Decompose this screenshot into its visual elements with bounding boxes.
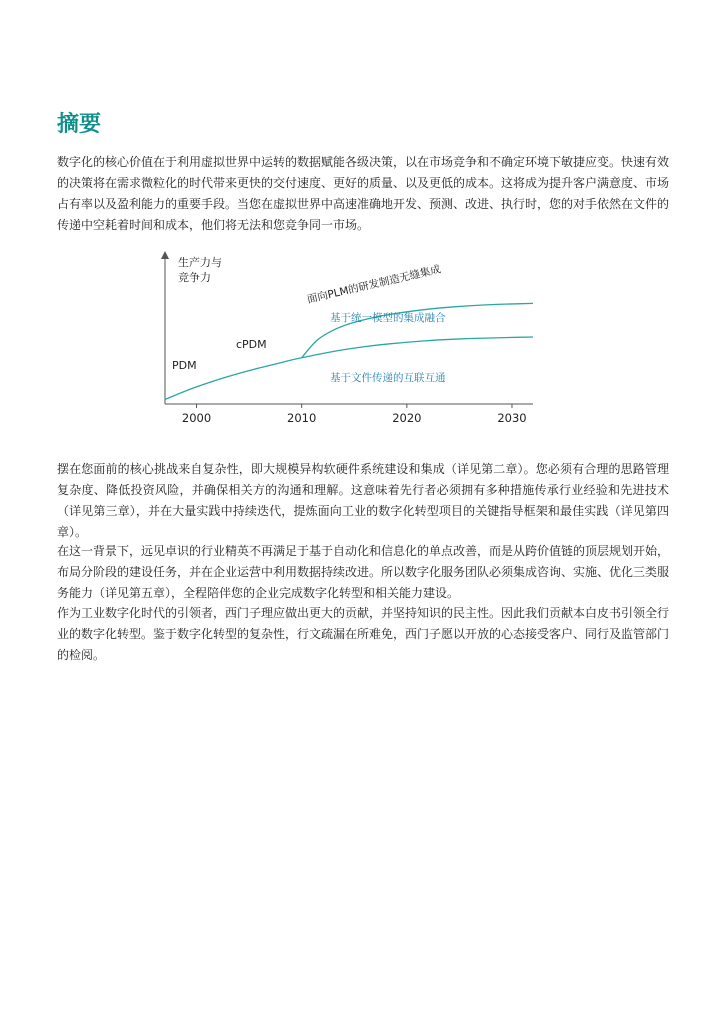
page-title: 摘要 [57, 112, 102, 137]
x-tick-label-2000: 2000 [181, 411, 212, 425]
x-tick-label-2010: 2010 [287, 411, 317, 425]
label-plm-curve: 面向PLM的研发制造无缝集成 [305, 263, 442, 306]
paragraph-2: 摆在您面前的核心挑战来自复杂性，即大规模异构软硬件系统建设和集成（详见第二章）。您必须有合理的思路管理复杂度、降低投资风险，并确保相关方的沟通和理解。这意味着先行者必须拥有多种措施传承行业经验和先进技术（详见第三章），并在大量实践中持续迭代，提炼面向工业的数字化转型项目的关键指导框架和最佳实践（详见第四章）。 [57, 462, 669, 539]
y-axis-label-line1: 生产力与 [178, 256, 222, 269]
label-file-based: 基于文件传递的互联互通 [330, 372, 446, 384]
x-tick-label-2030: 2030 [497, 411, 527, 425]
y-axis-arrow [161, 251, 169, 259]
x-tick-label-2020: 2020 [392, 411, 422, 425]
y-axis-label-line2: 竞争力 [178, 271, 211, 284]
label-unified-model: 基于统一模型的集成融合 [330, 312, 446, 324]
paragraph-4: 作为工业数字化时代的引领者，西门子理应做出更大的贡献，并坚持知识的民主性。因此我们贡献本白皮书引领全行业的数字化转型。鉴于数字化转型的复杂性，行文疏漏在所难免，西门子愿以开放的心态接受客户、同行及监管部门的检阅。 [57, 606, 670, 662]
label-cpdm: cPDM [236, 338, 267, 351]
series-line-cpdm [302, 337, 533, 358]
label-pdm: PDM [172, 359, 197, 372]
competitiveness-chart [150, 247, 550, 432]
paragraph-3: 在这一背景下，远见卓识的行业精英不再满足于基于自动化和信息化的单点改善，而是从跨价值链的顶层规划开始，布局分阶段的建设任务，并在企业运营中利用数据持续改进。所以数字化服务团队必须集成咨询、实施、优化三类服务能力（详见第五章），全程陪伴您的企业完成数字化转型和相关能力建设。 [57, 544, 670, 600]
paragraph-1: 数字化的核心价值在于利用虚拟世界中运转的数据赋能各级决策，以在市场竞争和不确定环境下敏捷应变。快速有效的决策将在需求微粒化的时代带来更快的交付速度、更好的质量、以及更低的成本。这将成为提升客户满意度、市场占有率以及盈利能力的重要手段。当您在虚拟世界中高速准确地开发、预测、改进、执行时，您的对手依然在文件的传递中空耗着时间和成本，他们将无法和您竞争同一市场。 [57, 155, 670, 232]
